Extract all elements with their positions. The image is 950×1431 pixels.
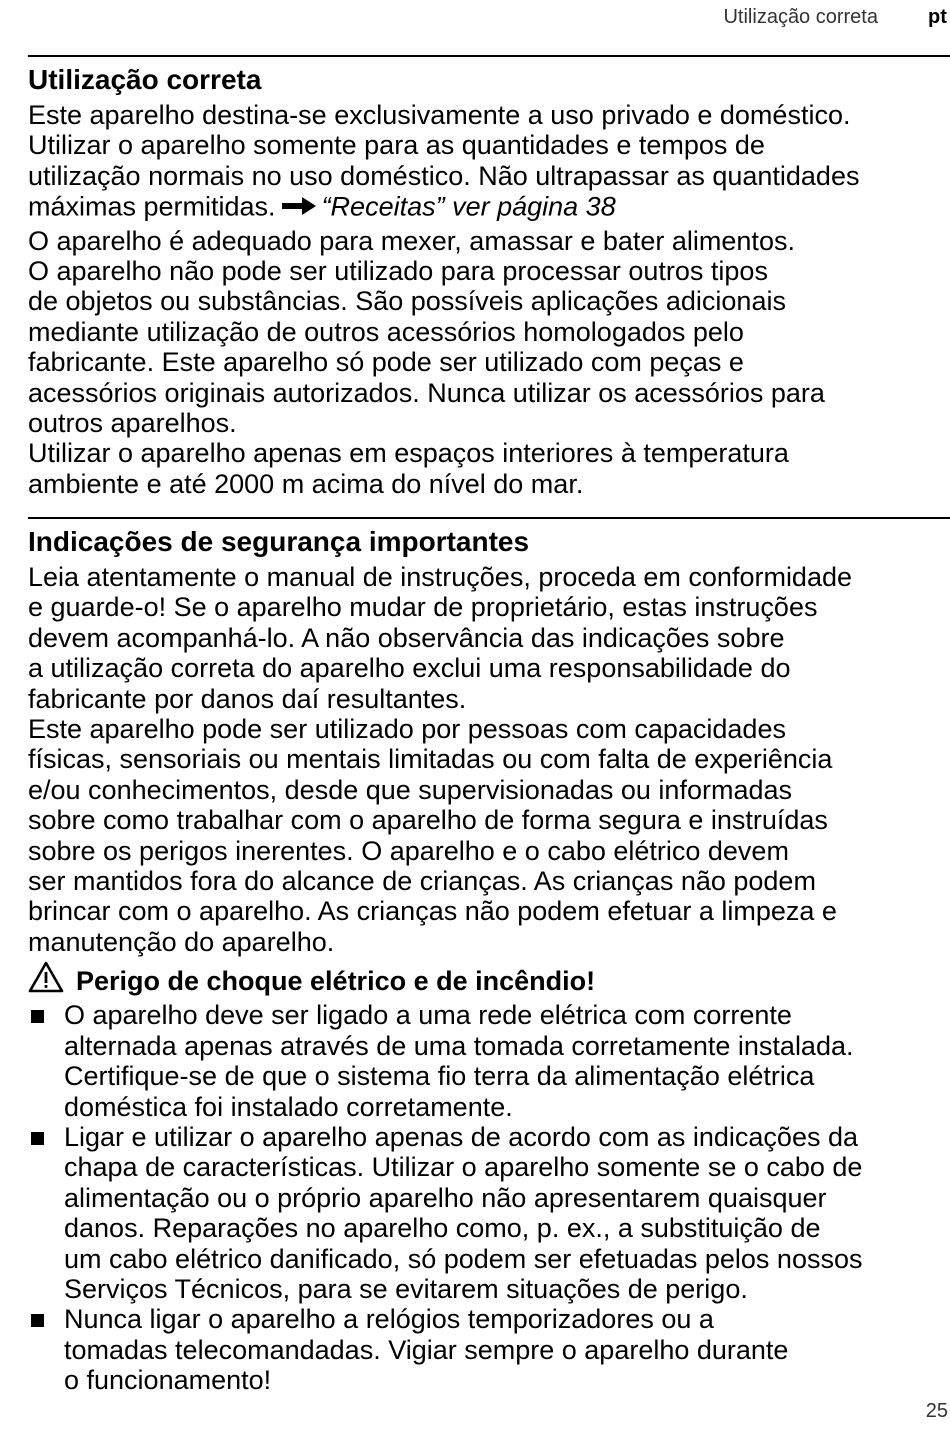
text-line: alimentação ou o próprio aparelho não apresentarem quaisquer [64,1182,827,1213]
text-line: fabricante. Este aparelho só pode ser utilizado com peças e [28,347,744,378]
text-line: Ligar e utilizar o aparelho apenas de acordo com as indicações da [64,1121,858,1152]
text-line: Utilizar o aparelho somente para as quantidades e tempos de [28,130,765,161]
text-line: Este aparelho destina-se exclusivamente a uso privado e doméstico. [28,100,851,130]
text-line: Serviços Técnicos, para se evitarem situações de perigo. [64,1273,748,1304]
warning-heading [28,961,950,1000]
list-item [28,1304,950,1395]
text-line: e/ou conhecimentos, desde que supervisionadas ou informadas [28,774,792,805]
text-line: manutenção do aparelho. [28,926,335,957]
text-line: ambiente e até 2000 m acima do nível do mar. [28,468,584,499]
section-divider [28,517,950,519]
text-line: mediante utilização de outros acessórios homologados pelo [28,316,744,347]
list-item [28,1122,950,1304]
text-line: utilização normais no uso doméstico. Não ultrapassar as quantidades [28,160,860,191]
safety-bullet-list [28,1000,950,1395]
text-line [28,191,950,225]
text-line: físicas, sensoriais ou mentais limitadas ou com falta de experiência [28,744,833,775]
text-line: Nunca ligar o aparelho a relógios temporizadores ou a [64,1304,714,1335]
text-line: sobre os perigos inerentes. O aparelho e o cabo elétrico devem [28,835,789,866]
text-line: devem acompanhá-lo. A não observância das indicações sobre [28,622,785,653]
text-line: O aparelho deve ser ligado a uma rede elétrica com corrente [64,1000,792,1031]
text-line: fabricante por danos daí resultantes. [28,683,467,714]
section-correct-use [28,60,950,499]
text-fragment: máximas permitidas. [28,191,276,222]
running-header-title: Utilização correta [723,5,878,28]
section-title: Utilização correta [28,64,262,95]
paragraph [28,562,950,957]
text-line: Leia atentamente o manual de instruções, proceda em conformidade [28,562,853,592]
section-divider [28,55,950,57]
warning-title: Perigo de choque elétrico e de incêndio! [76,965,596,996]
text-line: O aparelho é adequado para mexer, amassar e bater alimentos. [28,225,795,256]
text-line: Certifique-se de que o sistema fio terra da alimentação elétrica [64,1061,815,1092]
text-line: e guarde-o! Se o aparelho mudar de proprietário, estas instruções [28,592,818,623]
text-line: sobre como trabalhar com o aparelho de forma segura e instruídas [28,805,828,836]
running-header [723,4,950,30]
text-line: alternada apenas através de uma tomada corretamente instalada. [64,1030,854,1061]
text-line: de objetos ou substâncias. São possíveis aplicações adicionais [28,286,786,317]
list-item [28,1000,950,1122]
square-bullet-icon [31,1132,44,1145]
paragraph [28,100,950,226]
square-bullet-icon [31,1314,44,1327]
text-line: a utilização correta do aparelho exclui uma responsabilidade do [28,653,791,684]
text-line: danos. Reparações no aparelho como, p. ex., a substituição de [64,1213,821,1244]
language-code: pt [928,5,947,28]
warning-triangle-icon [28,961,64,1000]
text-line: Utilizar o aparelho apenas em espaços interiores à temperatura [28,438,789,469]
cross-reference-link[interactable]: “Receitas” ver página 38 [321,191,616,222]
text-line: outros aparelhos. [28,408,237,439]
text-line: tomadas telecomandadas. Vigiar sempre o aparelho durante [64,1334,789,1365]
text-line: acessórios originais autorizados. Nunca utilizar os acessórios para [28,377,825,408]
text-line: Este aparelho pode ser utilizado por pessoas com capacidades [28,714,786,745]
text-line: um cabo elétrico danificado, só podem ser efetuadas pelos nossos [64,1243,863,1274]
paragraph [28,226,950,500]
text-line: O aparelho não pode ser utilizado para processar outros tipos [28,256,768,287]
arrow-right-icon [282,191,316,221]
square-bullet-icon [31,1010,44,1023]
text-line: ser mantidos fora do alcance de crianças. As crianças não podem [28,866,816,897]
section-title: Indicações de segurança importantes [28,526,530,557]
text-line: o funcionamento! [64,1365,272,1396]
text-line: chapa de características. Utilizar o aparelho somente se o cabo de [64,1152,863,1183]
page-number: 25 [925,1400,948,1422]
text-line: brincar com o aparelho. As crianças não podem efetuar a limpeza e [28,896,837,927]
section-safety-instructions [28,522,950,1396]
text-line: doméstica foi instalado corretamente. [64,1091,513,1122]
